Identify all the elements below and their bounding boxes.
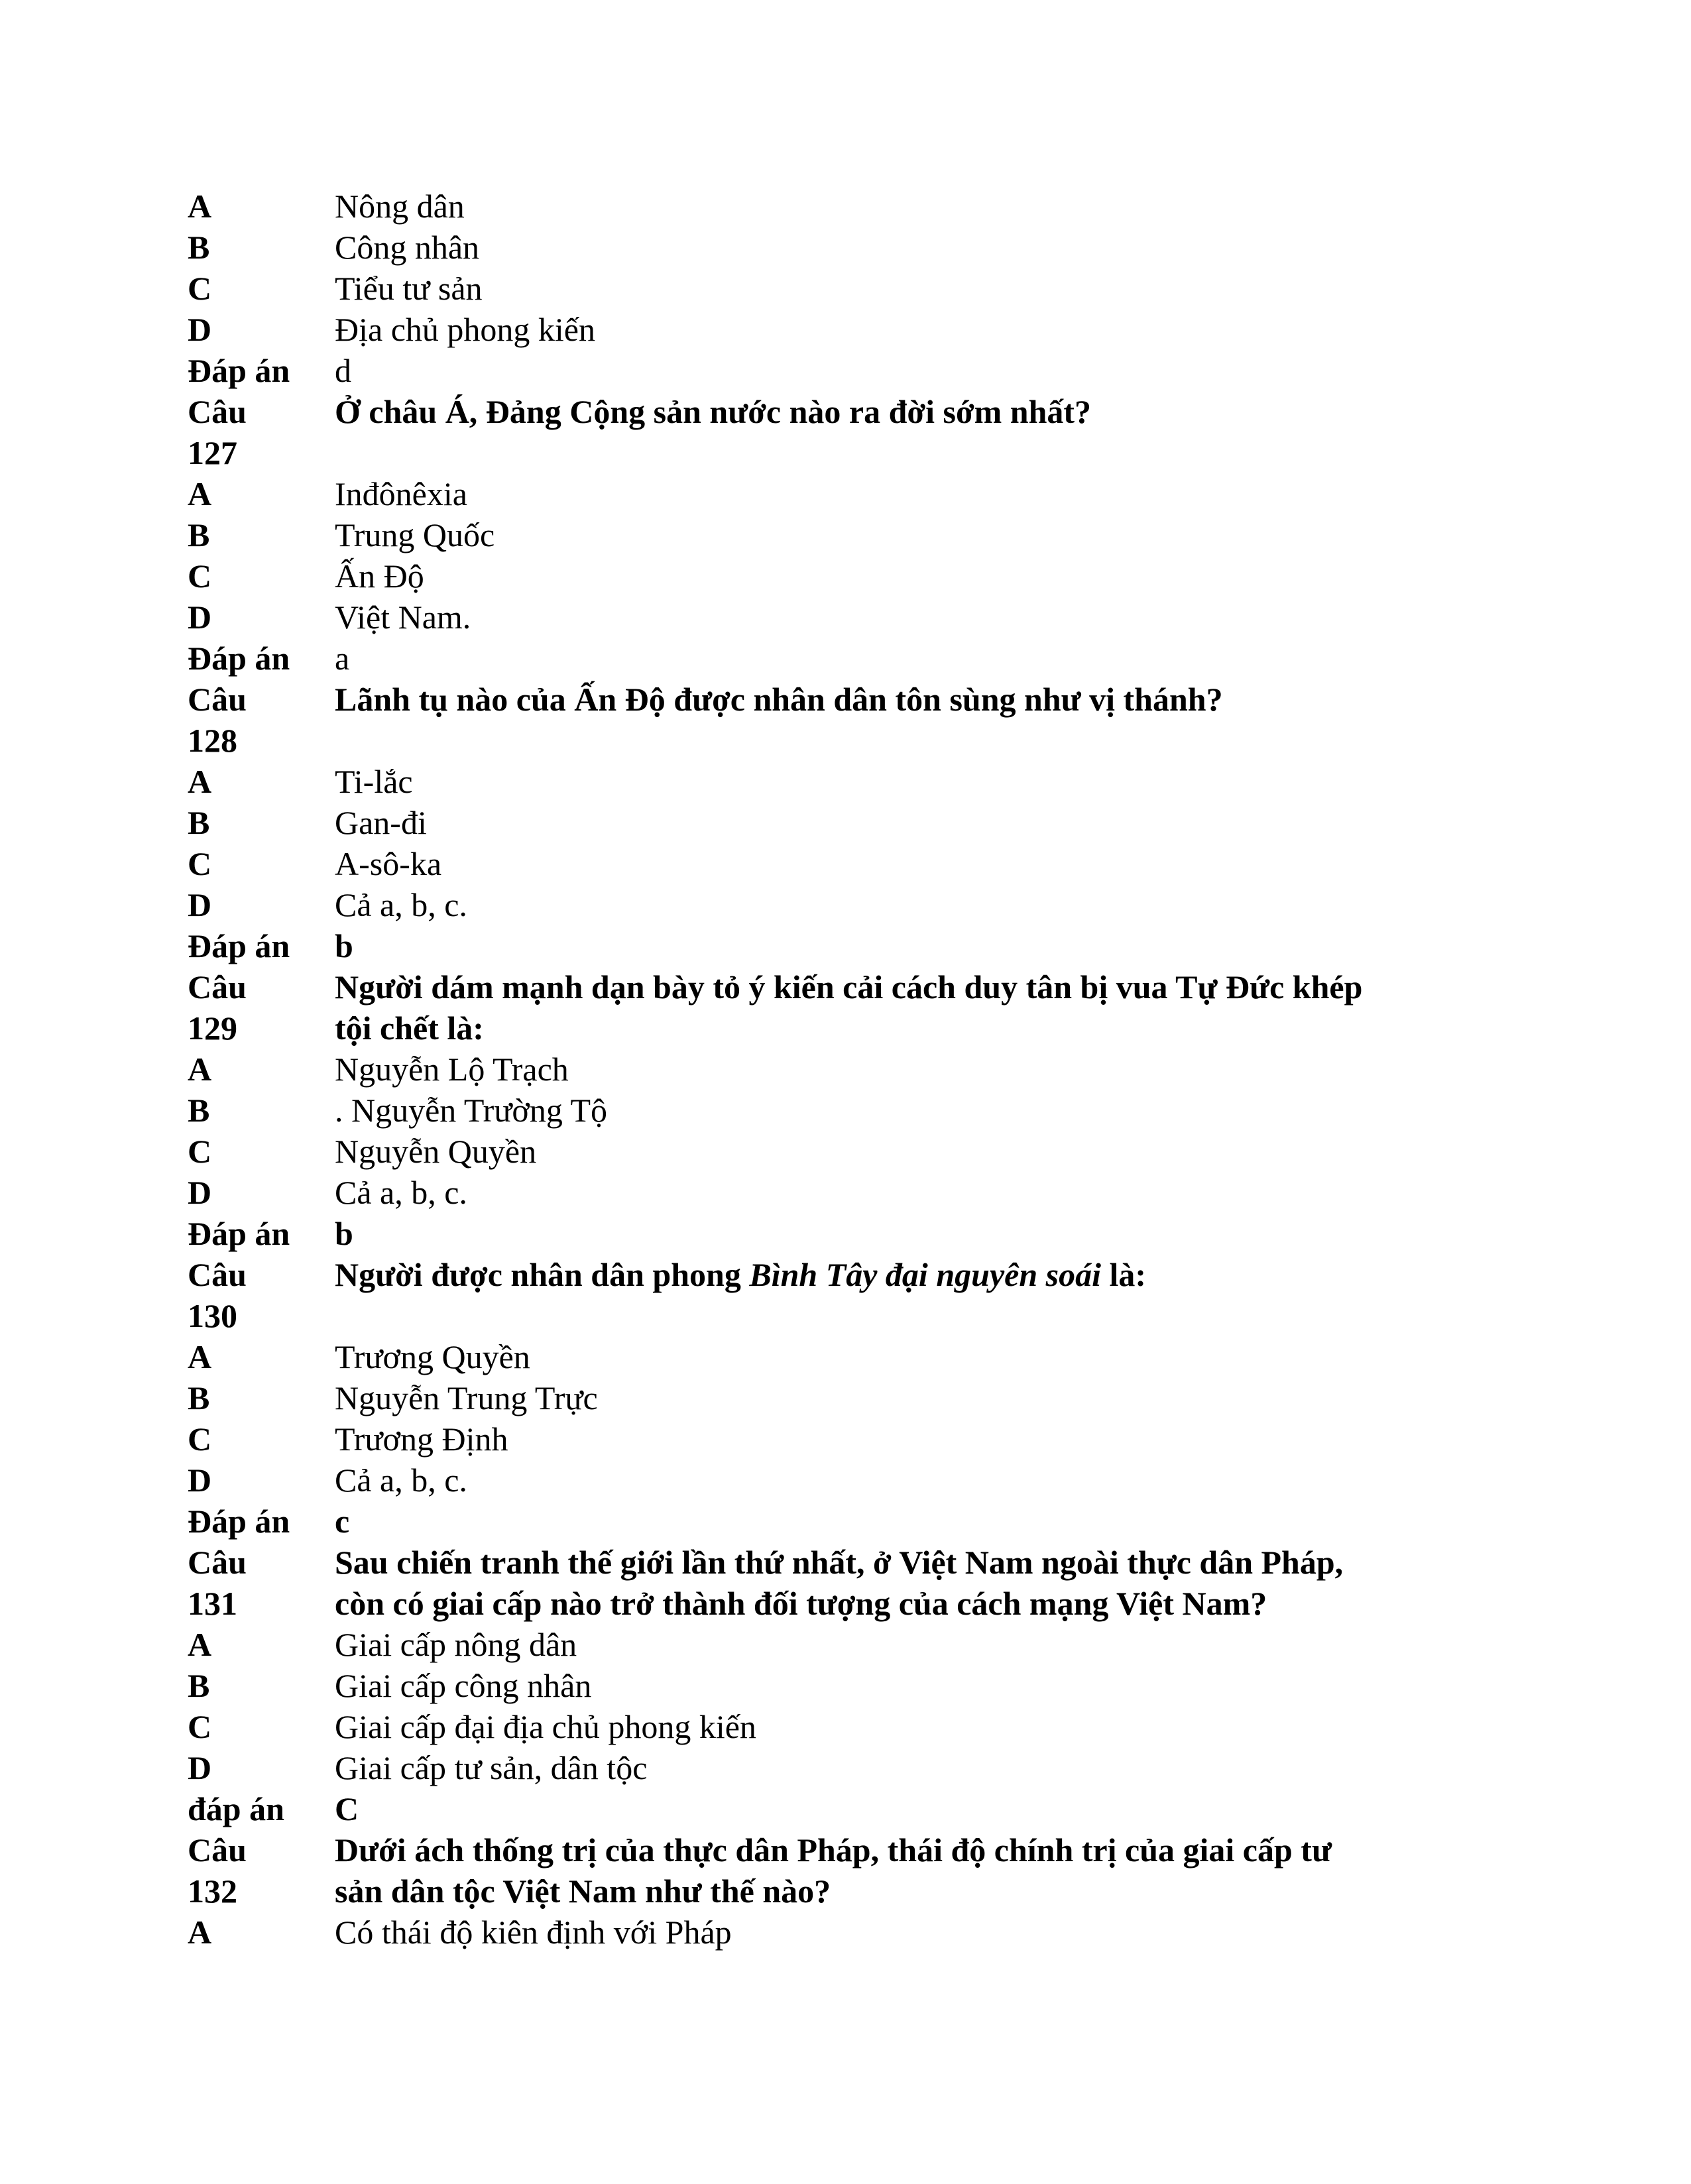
option-text: Cả a, b, c. xyxy=(335,1462,467,1499)
option-row xyxy=(188,1460,1513,1501)
answer-row xyxy=(188,1788,1513,1829)
question-number: 132 xyxy=(188,1872,237,1910)
option-label: A xyxy=(188,1626,212,1663)
document-page xyxy=(188,186,1513,1953)
option-row xyxy=(188,268,1513,309)
question-row xyxy=(188,391,1513,432)
option-label: C xyxy=(188,270,212,307)
question-text: Người dám mạnh dạn bày tỏ ý kiến cải cách duy tân bị vua Tự Đức khép xyxy=(335,968,1363,1006)
answer-value: b xyxy=(335,1215,353,1252)
option-row xyxy=(188,555,1513,597)
option-row xyxy=(188,227,1513,268)
option-label: D xyxy=(188,1462,212,1499)
answer-value: b xyxy=(335,927,353,964)
option-label: A xyxy=(188,763,212,800)
option-text: Ti-lắc xyxy=(335,763,413,800)
question-label: Câu xyxy=(188,393,247,430)
option-label: D xyxy=(188,599,212,636)
answer-value: c xyxy=(335,1503,350,1540)
question-label: Câu xyxy=(188,968,247,1006)
question-row xyxy=(188,1829,1513,1870)
option-label: B xyxy=(188,804,210,841)
question-row-continued xyxy=(188,432,1513,473)
question-row-continued xyxy=(188,1007,1513,1049)
option-text: Trương Quyền xyxy=(335,1338,530,1375)
option-text: Việt Nam. xyxy=(335,599,471,636)
option-text: Công nhân xyxy=(335,229,480,266)
option-row xyxy=(188,1747,1513,1788)
option-label: A xyxy=(188,475,212,512)
option-row xyxy=(188,1090,1513,1131)
option-text: Nguyễn Lộ Trạch xyxy=(335,1051,569,1088)
option-label: D xyxy=(188,1749,212,1786)
answer-row xyxy=(188,1213,1513,1254)
option-row xyxy=(188,1665,1513,1706)
answer-row xyxy=(188,1501,1513,1542)
question-row-continued xyxy=(188,720,1513,761)
option-row xyxy=(188,843,1513,884)
option-text: Giai cấp công nhân xyxy=(335,1667,592,1704)
answer-label: Đáp án xyxy=(188,1215,290,1252)
question-text-pre: Người được nhân dân phong xyxy=(335,1256,750,1293)
option-text: A-sô-ka xyxy=(335,845,442,882)
question-text xyxy=(335,1254,1513,1295)
question-label: Câu xyxy=(188,681,247,718)
option-label: B xyxy=(188,1379,210,1416)
question-number: 130 xyxy=(188,1297,237,1334)
question-row xyxy=(188,966,1513,1007)
option-label: A xyxy=(188,188,212,225)
question-number: 131 xyxy=(188,1585,237,1622)
option-row xyxy=(188,884,1513,925)
question-row xyxy=(188,1254,1513,1295)
question-text: Dưới ách thống trị của thực dân Pháp, thái độ chính trị của giai cấp tư xyxy=(335,1831,1332,1868)
answer-label: Đáp án xyxy=(188,927,290,964)
option-text: Cả a, b, c. xyxy=(335,1174,467,1211)
question-text: Sau chiến tranh thế giới lần thứ nhất, ở Việt Nam ngoài thực dân Pháp, xyxy=(335,1544,1344,1581)
answer-row xyxy=(188,638,1513,679)
option-text: Gan-đi xyxy=(335,804,427,841)
option-text: Cả a, b, c. xyxy=(335,886,467,923)
option-row xyxy=(188,597,1513,638)
option-row xyxy=(188,186,1513,227)
question-text-continued: còn có giai cấp nào trở thành đối tượng của cách mạng Việt Nam? xyxy=(335,1585,1267,1622)
question-text-post: là: xyxy=(1100,1256,1147,1293)
answer-value: d xyxy=(335,352,351,389)
option-row xyxy=(188,1418,1513,1460)
option-text: Có thái độ kiên định với Pháp xyxy=(335,1914,732,1951)
option-text: Giai cấp đại địa chủ phong kiến xyxy=(335,1708,756,1745)
answer-label: đáp án xyxy=(188,1790,284,1827)
question-number: 129 xyxy=(188,1009,237,1047)
option-label: C xyxy=(188,1708,212,1745)
option-row xyxy=(188,1049,1513,1090)
option-text: Inđônêxia xyxy=(335,475,467,512)
question-text: Ở châu Á, Đảng Cộng sản nước nào ra đời sớm nhất? xyxy=(335,393,1092,430)
question-row xyxy=(188,1542,1513,1583)
option-row xyxy=(188,1706,1513,1747)
option-label: D xyxy=(188,886,212,923)
question-label: Câu xyxy=(188,1831,247,1868)
option-text: Giai cấp nông dân xyxy=(335,1626,577,1663)
option-row xyxy=(188,761,1513,802)
answer-label: Đáp án xyxy=(188,1503,290,1540)
answer-label: Đáp án xyxy=(188,640,290,677)
option-row xyxy=(188,473,1513,514)
option-text: Trung Quốc xyxy=(335,516,495,553)
option-row xyxy=(188,309,1513,350)
question-text: Lãnh tụ nào của Ấn Độ được nhân dân tôn sùng như vị thánh? xyxy=(335,681,1223,718)
option-text: Địa chủ phong kiến xyxy=(335,311,595,348)
question-row-continued xyxy=(188,1870,1513,1912)
question-number: 127 xyxy=(188,434,237,471)
option-row xyxy=(188,802,1513,843)
option-text: Nguyễn Quyền xyxy=(335,1133,537,1170)
option-text: Tiểu tư sản xyxy=(335,270,483,307)
option-text: Giai cấp tư sản, dân tộc xyxy=(335,1749,648,1786)
option-label: B xyxy=(188,229,210,266)
option-label: A xyxy=(188,1051,212,1088)
option-text: Nông dân xyxy=(335,188,465,225)
question-number: 128 xyxy=(188,722,237,759)
question-row-continued xyxy=(188,1295,1513,1336)
option-label: B xyxy=(188,1667,210,1704)
answer-label: Đáp án xyxy=(188,352,290,389)
option-label: A xyxy=(188,1338,212,1375)
option-row xyxy=(188,1131,1513,1172)
option-label: C xyxy=(188,1420,212,1458)
option-label: B xyxy=(188,1092,210,1129)
option-text: Nguyễn Trung Trực xyxy=(335,1379,598,1416)
option-label: C xyxy=(188,1133,212,1170)
question-row-continued xyxy=(188,1583,1513,1624)
option-row xyxy=(188,514,1513,555)
answer-value: C xyxy=(335,1790,359,1827)
option-row xyxy=(188,1172,1513,1213)
option-label: C xyxy=(188,845,212,882)
option-text: Trương Định xyxy=(335,1420,508,1458)
option-label: C xyxy=(188,557,212,595)
question-label: Câu xyxy=(188,1544,247,1581)
option-label: D xyxy=(188,311,212,348)
option-text: . Nguyễn Trường Tộ xyxy=(335,1092,608,1129)
answer-row xyxy=(188,925,1513,966)
option-label: A xyxy=(188,1914,212,1951)
answer-row xyxy=(188,350,1513,391)
option-row xyxy=(188,1624,1513,1665)
question-text-continued: sản dân tộc Việt Nam như thế nào? xyxy=(335,1872,831,1910)
option-row xyxy=(188,1912,1513,1953)
option-label: D xyxy=(188,1174,212,1211)
question-text-italic: Bình Tây đại nguyên soái xyxy=(749,1256,1101,1293)
option-row xyxy=(188,1377,1513,1418)
question-text-continued: tội chết là: xyxy=(335,1009,484,1047)
option-label: B xyxy=(188,516,210,553)
question-label: Câu xyxy=(188,1256,247,1293)
option-row xyxy=(188,1336,1513,1377)
answer-value: a xyxy=(335,640,350,677)
option-text: Ấn Độ xyxy=(335,557,424,595)
question-row xyxy=(188,679,1513,720)
